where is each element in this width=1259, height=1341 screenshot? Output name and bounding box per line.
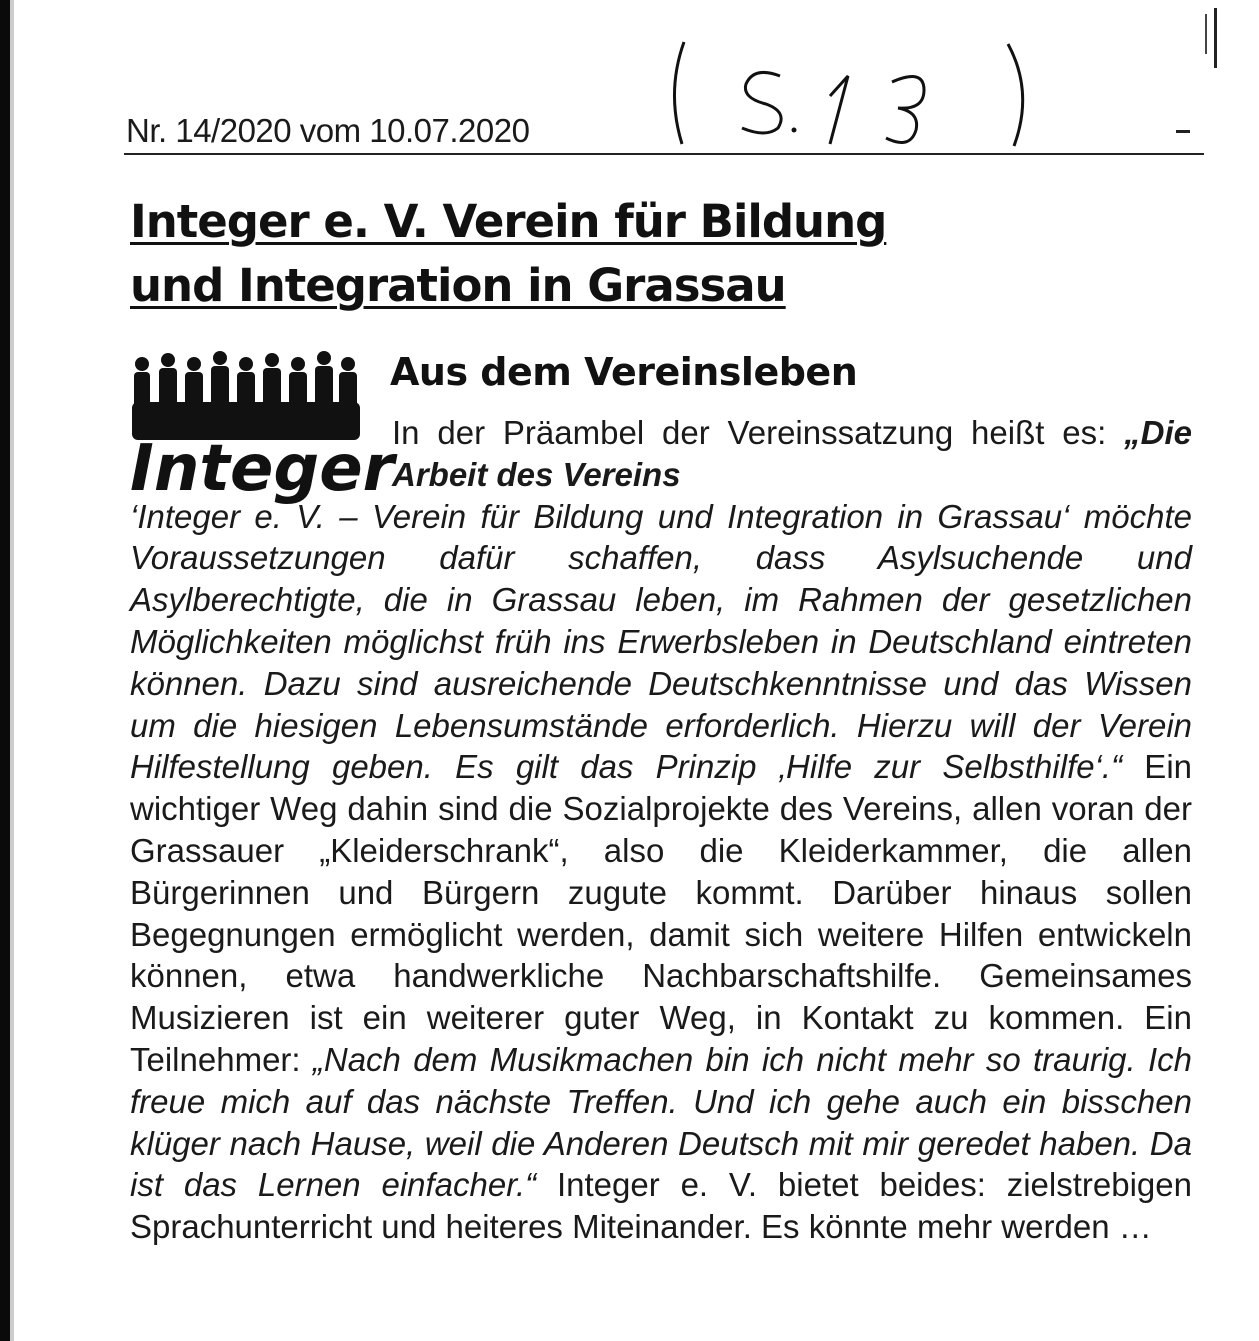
scan-dash-mark	[1176, 130, 1190, 133]
handwritten-page-note	[662, 32, 1042, 152]
scan-mark-right	[1214, 8, 1217, 68]
logo-wordmark: Integer	[130, 432, 395, 506]
issue-line: Nr. 14/2020 vom 10.07.2020	[126, 112, 530, 149]
scan-mark-right-2	[1205, 14, 1207, 54]
scan-border-left	[0, 0, 10, 1341]
headline-line-2: und Integration in Grassau	[130, 259, 786, 312]
intro-text: In der Präambel der Vereinssatzung heißt es:	[392, 414, 1107, 451]
article-headline	[130, 190, 1030, 318]
header-rule	[124, 153, 1204, 155]
preamble-quote: ‘Integer e. V. – Verein für Bildung und Integration in Grassau‘ möchte Voraussetzungen dafür schaffen, dass Asylsuchende und Asylberechtigte, die in Grassau leben, im Rahmen der gesetzlichen Möglichkeiten möglichst früh ins Erwerbsleben in Deutschland eintreten können. Dazu sind ausreichende Deutschkenntnisse und das Wissen um die hiesigen Lebensumstände erforderlich. Hierzu will der Verein Hilfestellung geben. Es gilt das Prinzip ‚Hilfe zur Selbsthilfe‘.“	[130, 497, 1192, 786]
section-subheadline: Aus dem Vereinsleben	[390, 350, 858, 394]
scan-border-shadow	[10, 0, 14, 1341]
participant-quote: „Nach dem Musikmachen bin ich nicht mehr so traurig. Ich freue mich auf das nächste Treffen. Und ich gehe auch ein bisschen klüger nach Hause, weil die Anderen Deutsch mit mir geredet haben. Da ist das Lernen einfacher.“	[130, 1040, 1192, 1204]
quote-opening-bold: „Die Arbeit des Vereins	[392, 414, 1192, 493]
body-text-main: Ein wichtiger Weg dahin sind die Sozialprojekte des Vereins, allen voran der Grassauer „Kleiderschrank“, also die Kleiderkammer, die allen Bürgerinnen und Bürgern zugute kommt. Darüber hinaus sollen Begegnungen ermöglicht werden, damit sich weitere Hilfen entwickeln können, etwa handwerkliche Nachbarschaftshilfe. Gemeinsames Musizieren ist ein weiterer guter Weg, in Kontakt zu kommen. Ein Teilnehmer:	[130, 748, 1192, 1078]
headline-line-1: Integer e. V. Verein für Bildung	[130, 195, 887, 248]
article-body	[130, 412, 1192, 1248]
closing-text: Integer e. V. bietet beides: zielstrebigen Sprachunterricht und heiteres Miteinander. Es könnte mehr werden …	[130, 1166, 1192, 1246]
